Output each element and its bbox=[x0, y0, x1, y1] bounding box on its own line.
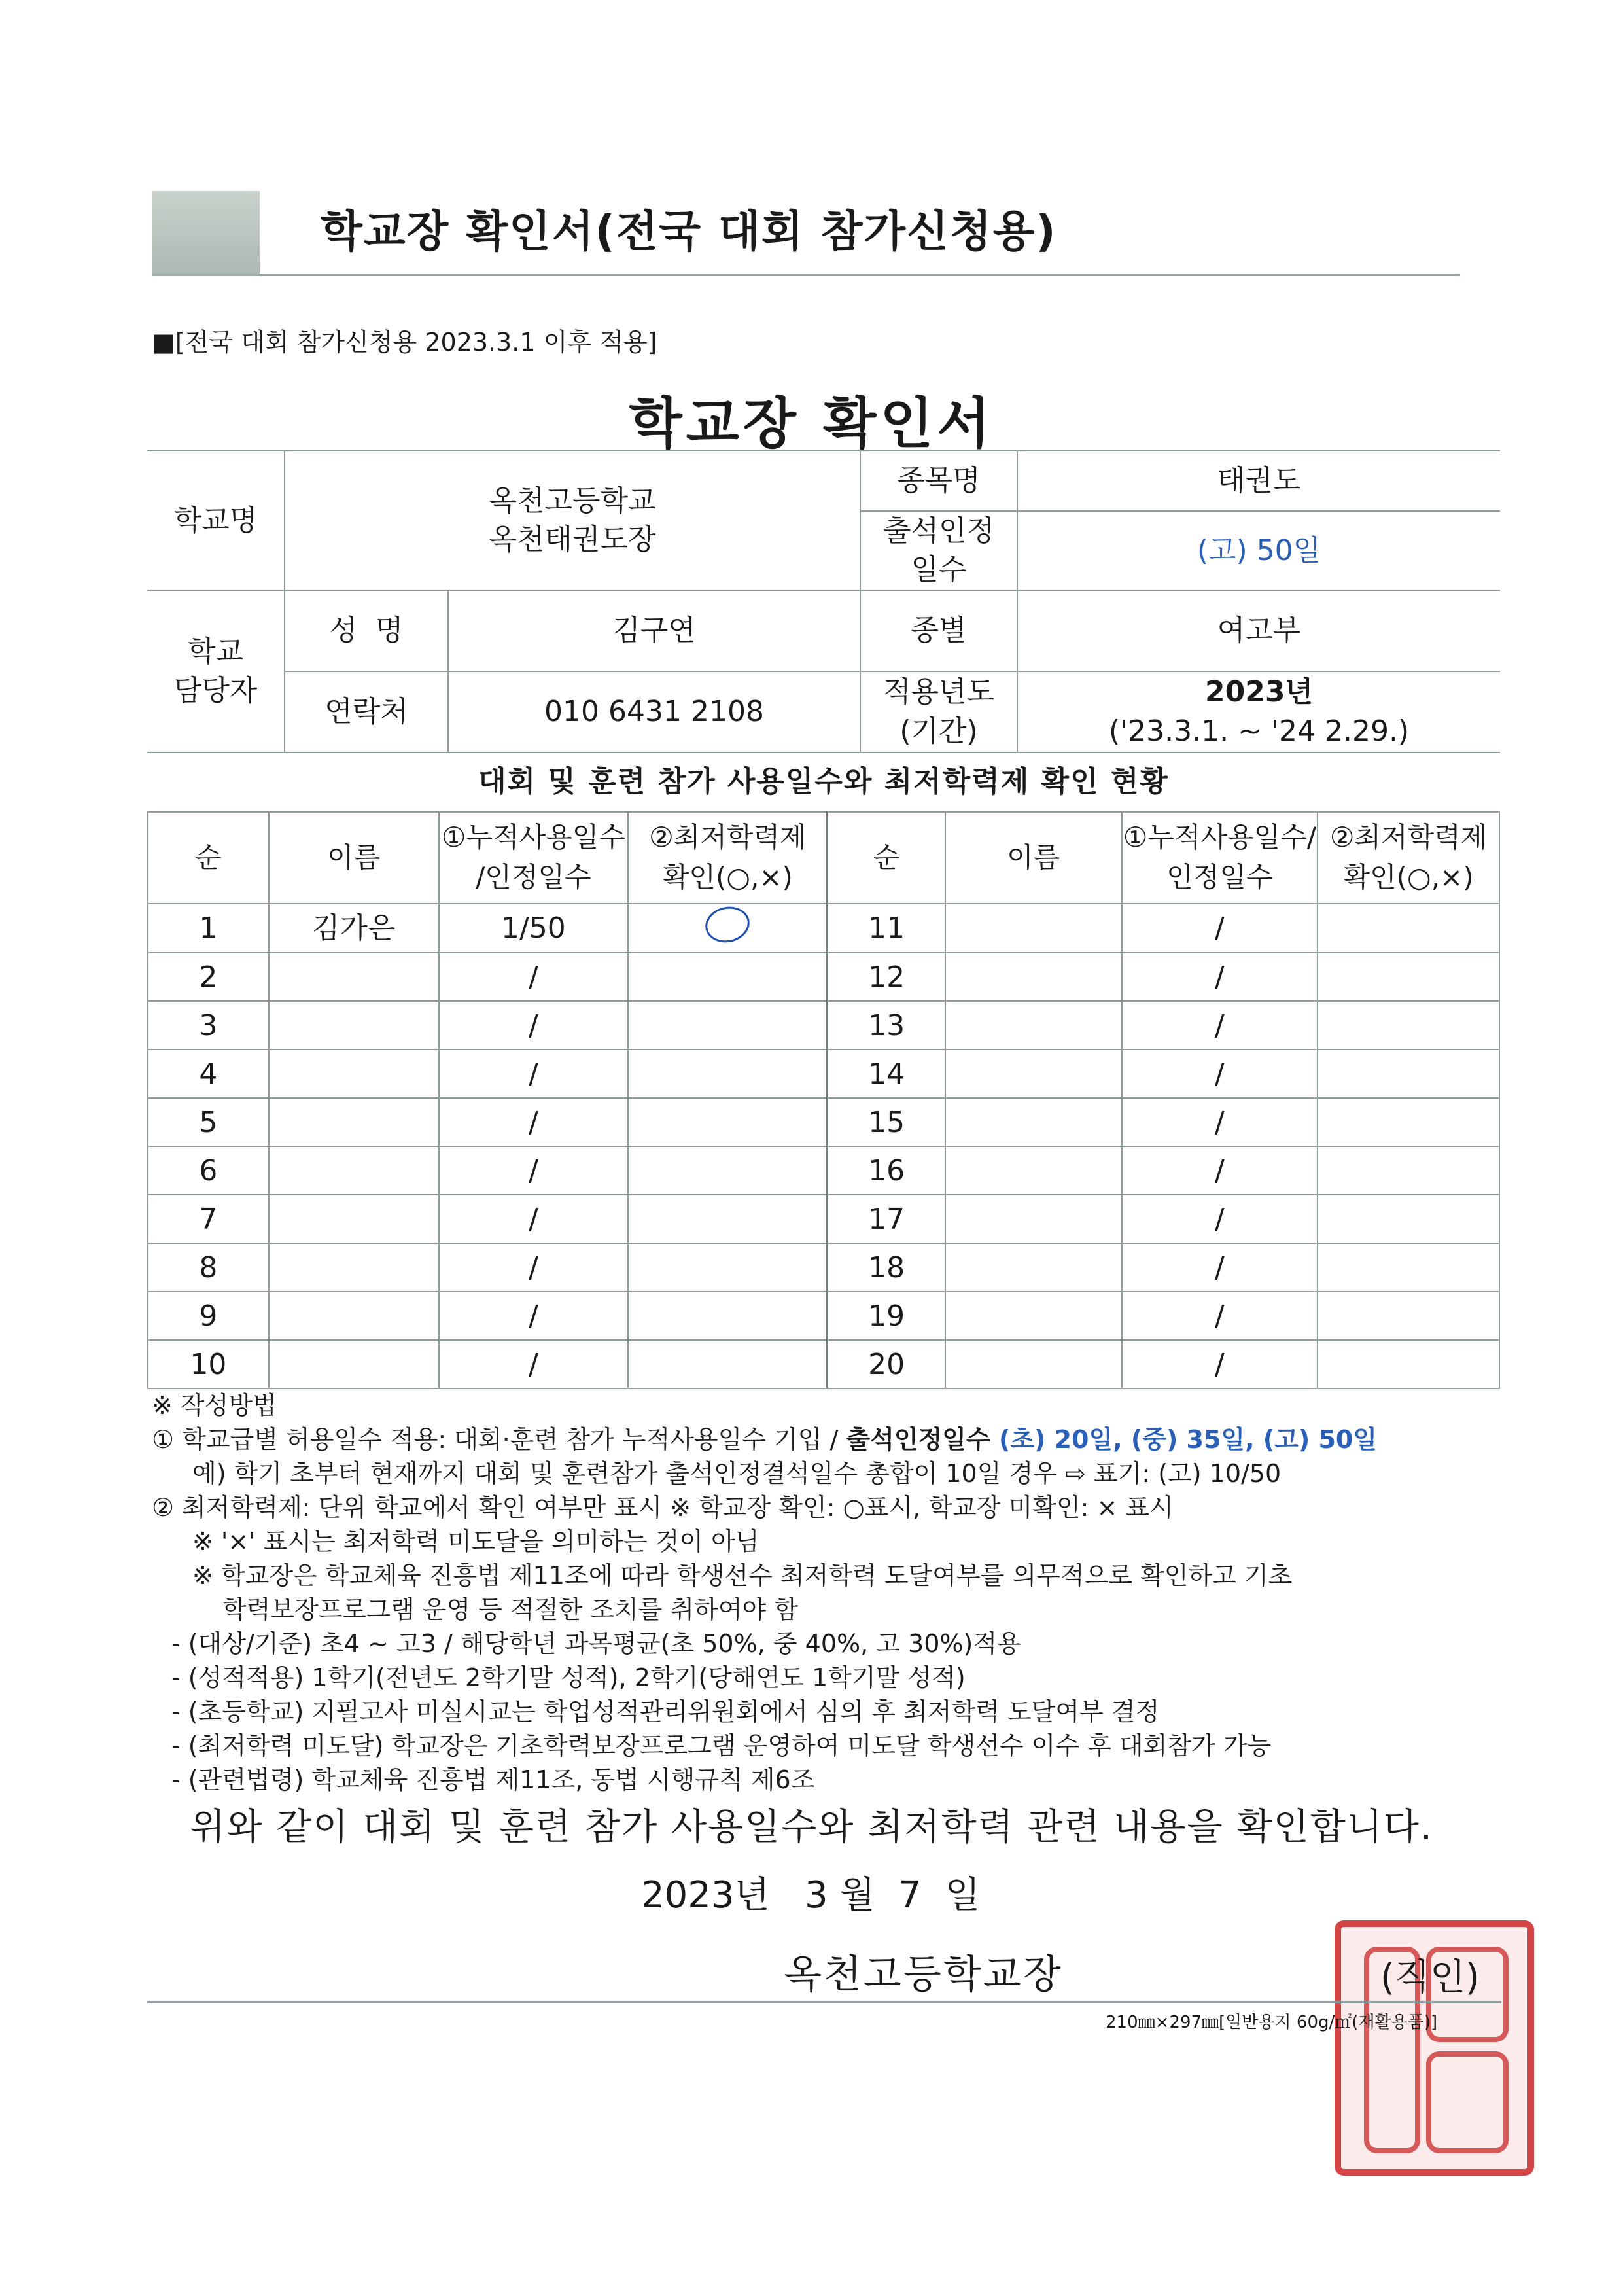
header-accent-block bbox=[152, 191, 260, 275]
notes-line-9: - (초등학교) 지필고사 미실시교는 학업성적관리위원회에서 심의 후 최저학력 도달여부 결정 bbox=[171, 1697, 1160, 1726]
row-min-right bbox=[1318, 1340, 1499, 1388]
row-days: / bbox=[439, 1340, 629, 1388]
header-min-right-2: 확인(○,×) bbox=[1343, 861, 1474, 893]
phone-value: 010 6431 2108 bbox=[448, 671, 860, 752]
status-table bbox=[147, 811, 1500, 1389]
table-row bbox=[148, 1001, 1499, 1050]
table-row bbox=[148, 1243, 1499, 1292]
table-row bbox=[148, 1340, 1499, 1388]
notes-line-2: 예) 학기 초부터 현재까지 대회 및 훈련참가 출석인정결석일수 총합이 10일 경우 ⇨ 표기: (고) 10/50 bbox=[192, 1459, 1282, 1488]
table-row bbox=[148, 1146, 1499, 1195]
header-name-right: 이름 bbox=[945, 812, 1122, 904]
row-days-right: / bbox=[1122, 1243, 1318, 1292]
header-days-right-2: 인정일수 bbox=[1166, 861, 1273, 893]
phone-label: 연락처 bbox=[285, 671, 448, 752]
row-name bbox=[269, 1195, 439, 1243]
header-min bbox=[628, 812, 828, 904]
category-label: 종별 bbox=[860, 590, 1017, 671]
row-name-right bbox=[945, 1292, 1122, 1340]
row-days: / bbox=[439, 1243, 629, 1292]
table-row bbox=[148, 904, 1499, 953]
year-label-1: 적용년도 bbox=[882, 675, 994, 709]
row-days-right: / bbox=[1122, 904, 1318, 953]
row-days-right: / bbox=[1122, 1195, 1318, 1243]
row-name bbox=[269, 1146, 439, 1195]
row-name-right bbox=[945, 1243, 1122, 1292]
row-name: 김가은 bbox=[269, 904, 439, 953]
row-days-right: / bbox=[1122, 1098, 1318, 1146]
row-min bbox=[628, 1050, 828, 1098]
row-min-right bbox=[1318, 904, 1499, 953]
status-header-row bbox=[148, 812, 1499, 904]
school-info-table bbox=[147, 450, 1500, 753]
year-label bbox=[860, 671, 1017, 752]
table-row bbox=[148, 1292, 1499, 1340]
row-name bbox=[269, 1098, 439, 1146]
row-min bbox=[628, 1340, 828, 1388]
bottom-divider bbox=[147, 2001, 1501, 2003]
row-no: 4 bbox=[148, 1050, 269, 1098]
notes-heading: ※ 작성방법 bbox=[152, 1391, 277, 1420]
header-days bbox=[439, 812, 629, 904]
name-label: 성 명 bbox=[285, 590, 448, 671]
row-name bbox=[269, 1001, 439, 1050]
row-no-right: 13 bbox=[828, 1001, 945, 1050]
row-name-right bbox=[945, 1001, 1122, 1050]
row-min-right bbox=[1318, 1292, 1499, 1340]
row-name-right bbox=[945, 1098, 1122, 1146]
writing-instructions bbox=[152, 1387, 1377, 1795]
notes-line-10: - (최저학력 미도달) 학교장은 기초학력보장프로그램 운영하여 미도달 학생선수 이수 후 대회참가 가능 bbox=[171, 1731, 1272, 1760]
row-name bbox=[269, 1292, 439, 1340]
row-days: / bbox=[439, 953, 629, 1001]
header-days-right bbox=[1122, 812, 1318, 904]
row-days-right: / bbox=[1122, 953, 1318, 1001]
row-no: 5 bbox=[148, 1098, 269, 1146]
header-min-right-1: ②최저학력제 bbox=[1329, 821, 1488, 854]
row-no: 8 bbox=[148, 1243, 269, 1292]
header-divider bbox=[152, 274, 1460, 276]
row-name bbox=[269, 953, 439, 1001]
row-min bbox=[628, 1243, 828, 1292]
event-value: 태권도 bbox=[1017, 451, 1500, 511]
row-no-right: 11 bbox=[828, 904, 945, 953]
row-no-right: 17 bbox=[828, 1195, 945, 1243]
table-row bbox=[148, 1050, 1499, 1098]
row-no-right: 20 bbox=[828, 1340, 945, 1388]
row-min-right bbox=[1318, 1195, 1499, 1243]
contact-person-label-1: 학교 bbox=[187, 635, 243, 669]
notes-line-1 bbox=[152, 1421, 1377, 1455]
row-name-right bbox=[945, 1195, 1122, 1243]
year-value-1: 2023년 bbox=[1205, 675, 1313, 709]
notes-line-1b: 출석인정일수 bbox=[846, 1425, 990, 1454]
year-value-2: ('23.3.1. ~ '24 2.29.) bbox=[1108, 714, 1410, 748]
attendance-label-2: 일수 bbox=[911, 553, 967, 587]
row-min-right bbox=[1318, 1243, 1499, 1292]
header-no: 순 bbox=[148, 812, 269, 904]
row-min-right bbox=[1318, 1001, 1499, 1050]
header-min-2: 확인(○,×) bbox=[662, 861, 793, 893]
row-no: 2 bbox=[148, 953, 269, 1001]
row-no-right: 19 bbox=[828, 1292, 945, 1340]
row-min bbox=[628, 1195, 828, 1243]
notes-line-8: - (성적적용) 1학기(전년도 2학기말 성적), 2학기(당해연도 1학기말 성적) bbox=[171, 1663, 966, 1692]
principal-title: 옥천고등학교장 bbox=[784, 1952, 1063, 1998]
notes-line-1c: (초) 20일, (중) 35일, (고) 50일 bbox=[990, 1425, 1378, 1454]
header-name: 이름 bbox=[269, 812, 439, 904]
table-row bbox=[148, 1098, 1499, 1146]
notes-line-7: - (대상/기준) 초4 ~ 고3 / 해당학년 과목평균(초 50%, 중 40%, 고 30%)적용 bbox=[171, 1629, 1021, 1658]
row-min bbox=[628, 1292, 828, 1340]
row-days: / bbox=[439, 1098, 629, 1146]
row-name-right bbox=[945, 904, 1122, 953]
row-days: / bbox=[439, 1050, 629, 1098]
attendance-label-1: 출석인정 bbox=[882, 514, 994, 548]
notes-line-4: ※ '×' 표시는 최저학력 미도달을 의미하는 것이 아님 bbox=[192, 1527, 759, 1556]
confirmation-statement: 위와 같이 대회 및 훈련 참가 사용일수와 최저학력 관련 내용을 확인합니다. bbox=[190, 1806, 1433, 1848]
row-name bbox=[269, 1050, 439, 1098]
row-no: 1 bbox=[148, 904, 269, 953]
notes-line-6: 학력보장프로그램 운영 등 적절한 조치를 취하여야 함 bbox=[222, 1595, 799, 1624]
scope-note: ■[전국 대회 참가신청용 2023.3.1 이후 적용] bbox=[152, 328, 657, 357]
row-name bbox=[269, 1243, 439, 1292]
row-name bbox=[269, 1340, 439, 1388]
header-days-2: /인정일수 bbox=[476, 861, 591, 893]
row-min-right bbox=[1318, 1146, 1499, 1195]
row-no-right: 15 bbox=[828, 1098, 945, 1146]
row-min bbox=[628, 953, 828, 1001]
year-label-2: (기간) bbox=[899, 714, 978, 748]
row-min-right bbox=[1318, 1050, 1499, 1098]
school-name-2: 옥천태권도장 bbox=[489, 523, 656, 557]
row-min bbox=[628, 1001, 828, 1050]
table-row bbox=[148, 953, 1499, 1001]
header-no-right: 순 bbox=[828, 812, 945, 904]
row-min bbox=[628, 1098, 828, 1146]
contact-person-label bbox=[147, 590, 285, 752]
status-section-title: 대회 및 훈련 참가 사용일수와 최저학력제 확인 현황 bbox=[478, 765, 1169, 798]
row-days: / bbox=[439, 1292, 629, 1340]
row-min-right bbox=[1318, 1098, 1499, 1146]
confirmation-date: 2023년 3 월 7 일 bbox=[641, 1874, 981, 1916]
row-min bbox=[628, 1146, 828, 1195]
attendance-value: (고) 50일 bbox=[1017, 511, 1500, 590]
row-name-right bbox=[945, 1340, 1122, 1388]
notes-line-5: ※ 학교장은 학교체육 진흥법 제11조에 따라 학생선수 최저학력 도달여부를 의무적으로 확인하고 기초 bbox=[192, 1561, 1293, 1590]
row-days: / bbox=[439, 1146, 629, 1195]
row-no: 3 bbox=[148, 1001, 269, 1050]
row-no-right: 12 bbox=[828, 953, 945, 1001]
row-no: 9 bbox=[148, 1292, 269, 1340]
notes-line-1a: ① 학교급별 허용일수 적용: 대회·훈련 참가 누적사용일수 기입 / bbox=[152, 1425, 846, 1454]
row-min bbox=[628, 904, 828, 953]
row-days-right: / bbox=[1122, 1001, 1318, 1050]
status-body bbox=[148, 904, 1499, 1388]
contact-person-label-2: 담당자 bbox=[173, 673, 258, 707]
row-no: 7 bbox=[148, 1195, 269, 1243]
row-min-right bbox=[1318, 953, 1499, 1001]
row-days: / bbox=[439, 1195, 629, 1243]
handwritten-o-mark bbox=[702, 903, 753, 947]
row-days: 1/50 bbox=[439, 904, 629, 953]
row-no-right: 14 bbox=[828, 1050, 945, 1098]
seal-label: (직인) bbox=[1380, 1956, 1480, 1999]
header-min-1: ②최저학력제 bbox=[649, 821, 807, 854]
row-name-right bbox=[945, 953, 1122, 1001]
name-value: 김구연 bbox=[448, 590, 860, 671]
year-value bbox=[1017, 671, 1500, 752]
event-label: 종목명 bbox=[860, 451, 1017, 511]
header-title: 학교장 확인서(전국 대회 참가신청용) bbox=[321, 206, 1057, 256]
header-days-1: ①누적사용일수 bbox=[441, 821, 625, 854]
row-name-right bbox=[945, 1146, 1122, 1195]
school-name-1: 옥천고등학교 bbox=[489, 484, 656, 518]
header-days-right-1: ①누적사용일수/ bbox=[1123, 821, 1316, 854]
paper-spec: 210㎜×297㎜[일반용지 60g/㎡(재활용품)] bbox=[1106, 2013, 1438, 2032]
school-name-cell bbox=[285, 451, 860, 590]
attendance-label bbox=[860, 511, 1017, 590]
notes-line-3: ② 최저학력제: 단위 학교에서 확인 여부만 표시 ※ 학교장 확인: ○표시, 학교장 미확인: × 표시 bbox=[152, 1493, 1174, 1522]
row-no: 10 bbox=[148, 1340, 269, 1388]
row-no-right: 16 bbox=[828, 1146, 945, 1195]
row-days-right: / bbox=[1122, 1050, 1318, 1098]
row-days-right: / bbox=[1122, 1292, 1318, 1340]
row-no-right: 18 bbox=[828, 1243, 945, 1292]
row-days-right: / bbox=[1122, 1146, 1318, 1195]
category-value: 여고부 bbox=[1017, 590, 1500, 671]
row-days-right: / bbox=[1122, 1340, 1318, 1388]
header-min-right bbox=[1318, 812, 1499, 904]
row-days: / bbox=[439, 1001, 629, 1050]
row-name-right bbox=[945, 1050, 1122, 1098]
table-row bbox=[148, 1195, 1499, 1243]
document-title: 학교장 확인서 bbox=[629, 391, 994, 455]
notes-line-11: - (관련법령) 학교체육 진흥법 제11조, 동법 시행규칙 제6조 bbox=[171, 1765, 815, 1794]
school-label: 학교명 bbox=[147, 451, 285, 590]
row-no: 6 bbox=[148, 1146, 269, 1195]
